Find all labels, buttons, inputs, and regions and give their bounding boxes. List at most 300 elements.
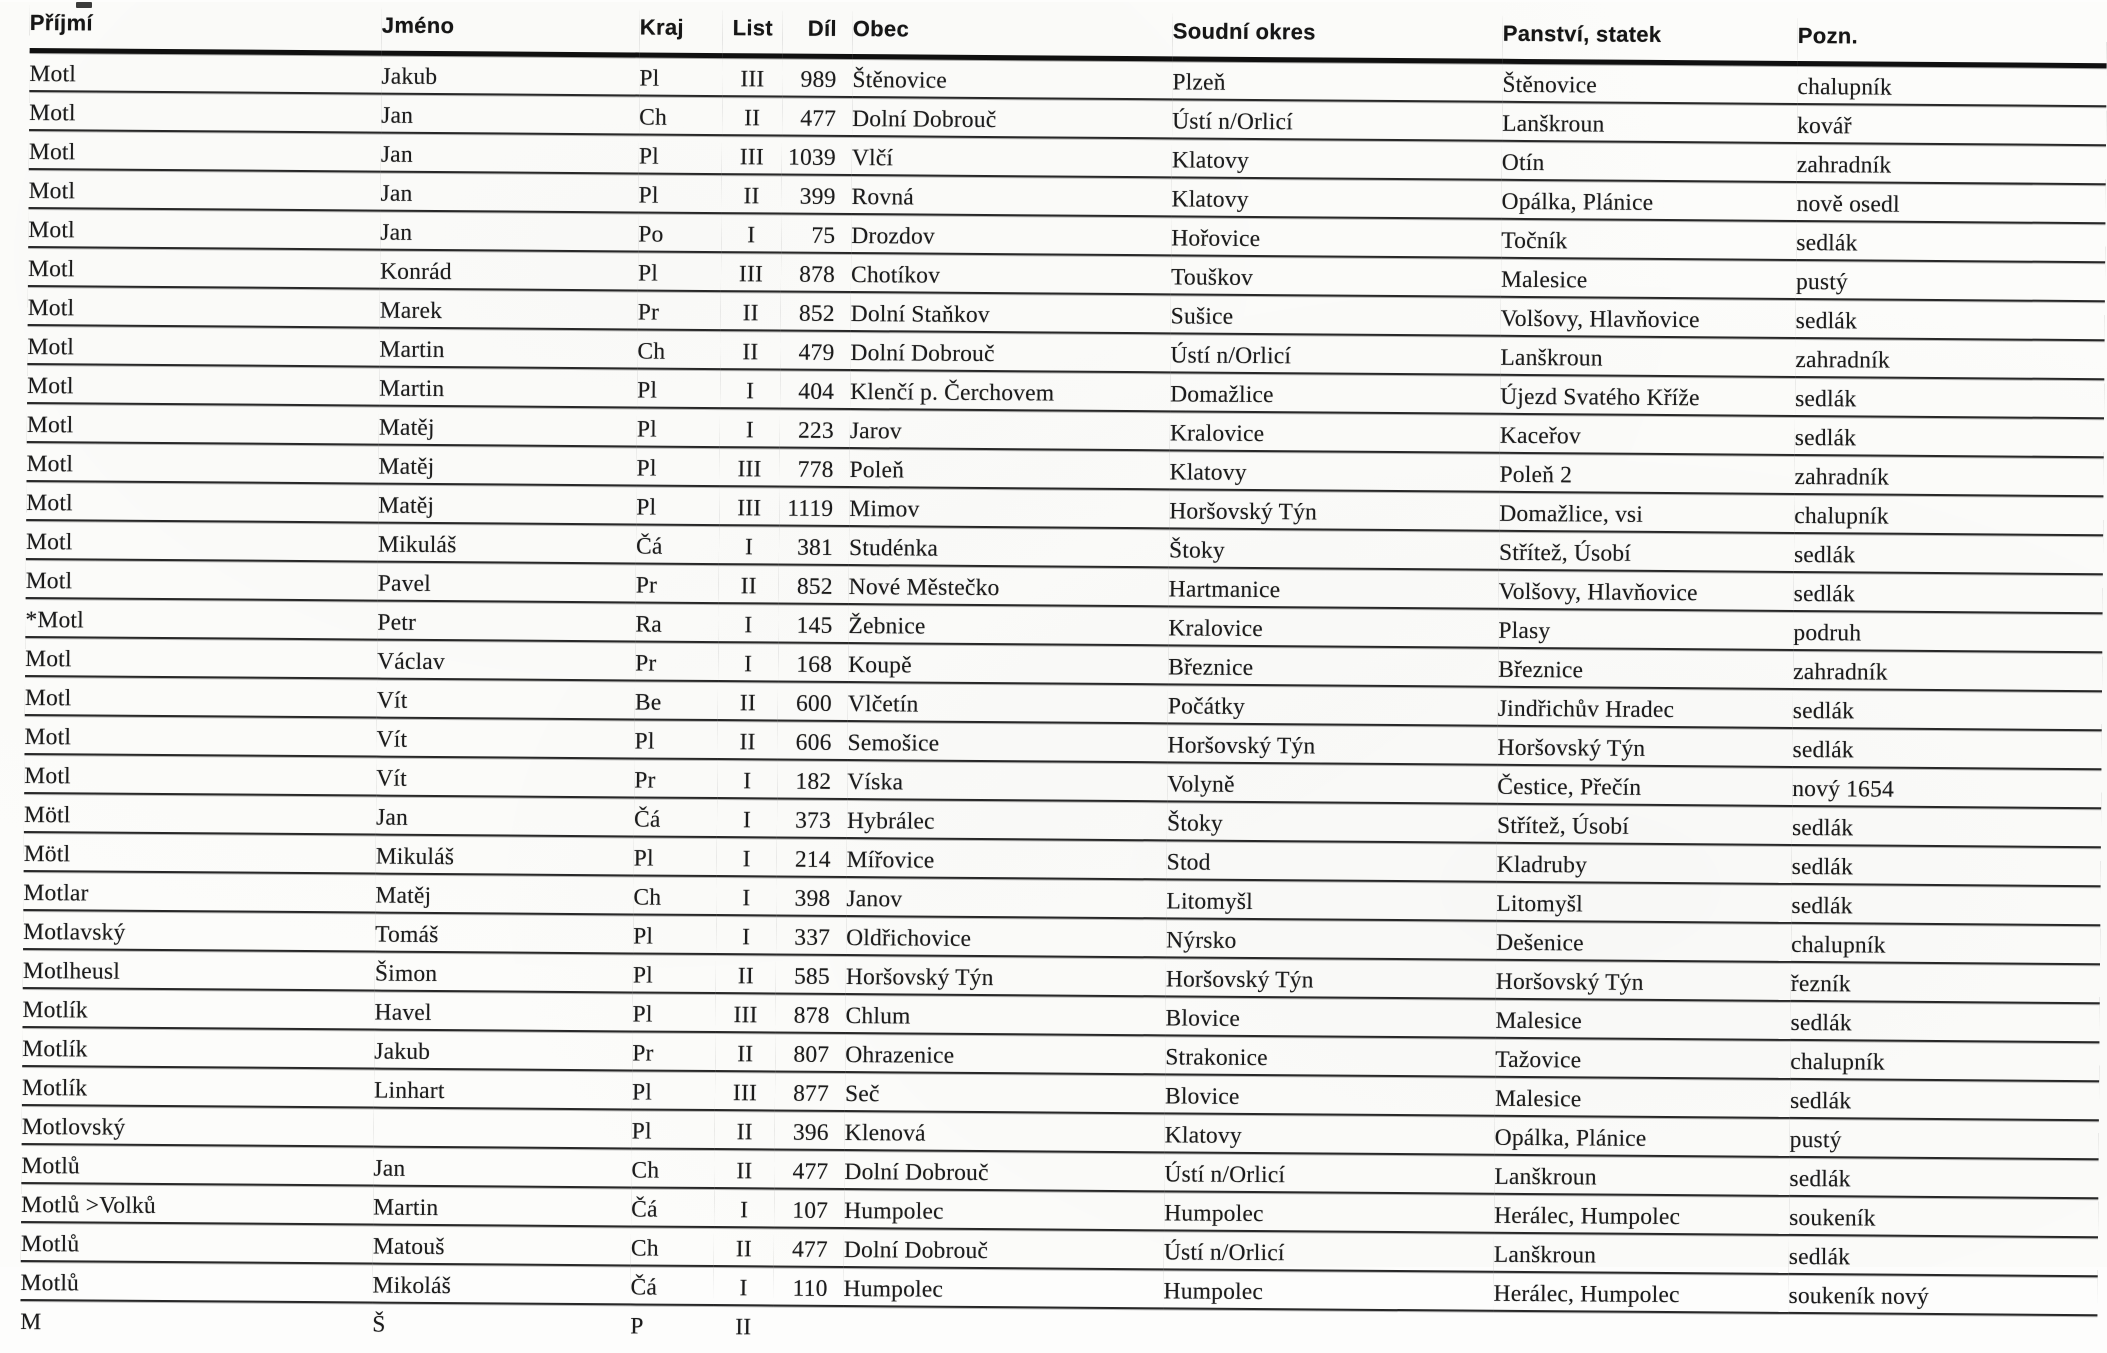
- cell-jmeno: Matěj: [379, 406, 637, 447]
- cell-pozn: soukeník: [1789, 1196, 2098, 1237]
- cell-list: I: [720, 369, 780, 408]
- cell-obec: Mířovice: [847, 838, 1167, 879]
- cell-kraj: Ra: [635, 602, 718, 642]
- cell-obec: Semošice: [847, 721, 1167, 762]
- cell-jmeno: Pavel: [378, 562, 636, 603]
- cell-panstvi: Domažlice, vsi: [1499, 492, 1794, 533]
- cell-soudni: Touškov: [1171, 255, 1501, 296]
- cell-soudni: Stod: [1167, 840, 1497, 881]
- cell-dil: 878: [781, 253, 851, 293]
- cell-prijmi: Motl: [28, 208, 380, 250]
- cell-kraj: Pr: [632, 1031, 715, 1071]
- cell-list: I: [720, 408, 780, 447]
- cell-prijmi: Motl: [24, 754, 376, 796]
- cell-dil: 807: [775, 1032, 845, 1072]
- cell-obec: Koupě: [848, 643, 1168, 684]
- cell-dil: 600: [778, 682, 848, 722]
- cell-prijmi: Motlík: [22, 1066, 374, 1108]
- cell-jmeno: Martin: [373, 1186, 631, 1227]
- cell-soudni: Volyně: [1167, 762, 1497, 803]
- cell-soudni: Klatovy: [1171, 177, 1501, 218]
- cell-jmeno: Mikuláš: [378, 523, 636, 564]
- cell-jmeno: Vít: [376, 718, 634, 759]
- table-body: [20, 50, 2106, 1353]
- cell-soudni: Humpolec: [1163, 1269, 1493, 1310]
- cell-dil: 381: [779, 526, 849, 566]
- cell-kraj: Čá: [631, 1187, 714, 1227]
- cell-jmeno: Vít: [376, 757, 634, 798]
- cell-jmeno: Václav: [377, 640, 635, 681]
- cell-dil: 852: [781, 292, 851, 332]
- cell-obec: Dolní Dobrouč: [850, 331, 1170, 372]
- cell-pozn: podruh: [1793, 611, 2102, 652]
- cell-pozn: kovář: [1797, 104, 2106, 145]
- cell-prijmi: Mötl: [24, 832, 376, 874]
- cell-jmeno: Linhart: [374, 1069, 632, 1110]
- cell-prijmi: Motl: [27, 364, 379, 406]
- cell-dil: 145: [778, 604, 848, 644]
- cell-list: II: [715, 1032, 775, 1071]
- cell-panstvi: Otín: [1502, 141, 1797, 182]
- cell-dil: 168: [778, 643, 848, 683]
- cell-obec: Štěnovice: [852, 57, 1172, 100]
- cell-kraj: Pr: [634, 758, 717, 798]
- cell-pozn: soukeník nový: [1788, 1274, 2097, 1315]
- column-header-pozn: Pozn.: [1798, 15, 2107, 66]
- cell-kraj: Ch: [631, 1226, 714, 1266]
- cell-pozn: zahradník: [1793, 650, 2102, 691]
- cell-pozn: chalupník: [1790, 1040, 2099, 1081]
- cell-obec: Humpolec: [844, 1189, 1164, 1230]
- cell-prijmi: Motlovský: [22, 1105, 374, 1147]
- cell-pozn: pustý: [1790, 1118, 2099, 1159]
- cell-pozn: sedlák: [1792, 845, 2101, 886]
- cell-list: II: [714, 1227, 774, 1266]
- skewed-scan-content: [0, 2, 2107, 1353]
- cell-kraj: Pl: [632, 1070, 715, 1110]
- cell-obec: Dolní Dobrouč: [844, 1228, 1164, 1269]
- cell-kraj: Pl: [639, 55, 722, 96]
- cell-prijmi: Motl: [27, 325, 379, 367]
- cell-panstvi: Jindřichův Hradec: [1498, 687, 1793, 728]
- cell-jmeno: Jan: [381, 133, 639, 174]
- cell-jmeno: Havel: [374, 991, 632, 1032]
- cell-kraj: Pl: [636, 485, 719, 525]
- cell-panstvi: Dešenice: [1496, 921, 1791, 962]
- cell-prijmi: Motl: [29, 130, 381, 172]
- cell-soudni: Ústí n/Orlicí: [1172, 99, 1502, 140]
- cell-prijmi: Motlů: [20, 1261, 372, 1303]
- cell-kraj: P: [630, 1313, 644, 1340]
- cell-pozn: chalupník: [1791, 923, 2100, 964]
- cell-dil: 75: [781, 214, 851, 254]
- cell-jmeno: Jan: [380, 172, 638, 213]
- cell-list: I: [716, 876, 776, 915]
- cell-kraj: Pr: [636, 563, 719, 603]
- cell-prijmi: Motl: [25, 676, 377, 718]
- cell-prijmi: Motlheusl: [23, 949, 375, 991]
- column-header-jmeno: Jméno: [382, 5, 640, 55]
- cell-panstvi: Malesice: [1495, 999, 1790, 1040]
- cell-obec: Janov: [846, 877, 1166, 918]
- cell-soudni: Hartmanice: [1169, 567, 1499, 608]
- cell-dil: 404: [780, 370, 850, 410]
- cell-soudni: Strakonice: [1165, 1035, 1495, 1076]
- cell-list: III: [721, 252, 781, 291]
- cell-dil: 107: [774, 1188, 844, 1228]
- cell-list: II: [735, 1314, 752, 1341]
- cell-panstvi: Střítež, Úsobí: [1497, 804, 1792, 845]
- cell-kraj: Pl: [632, 1109, 715, 1149]
- cell-soudni: Litomyšl: [1166, 879, 1496, 920]
- cell-prijmi: Motl: [26, 559, 378, 601]
- cell-dil: 989: [782, 56, 852, 97]
- cell-jmeno: Matěj: [378, 484, 636, 525]
- register-table: [20, 2, 2107, 1353]
- cell-list: II: [714, 1149, 774, 1188]
- cell-list: II: [715, 1110, 775, 1149]
- cell-pozn: sedlák: [1795, 416, 2104, 457]
- cell-list: II: [721, 174, 781, 213]
- cell-prijmi: Motl: [25, 637, 377, 679]
- column-header-list: List: [723, 7, 783, 56]
- cell-dil: 852: [779, 565, 849, 605]
- column-header-panstvi: Panství, statek: [1503, 13, 1798, 64]
- cell-kraj: Pl: [639, 134, 722, 174]
- cell-obec: Humpolec: [843, 1267, 1163, 1308]
- cell-pozn: sedlák: [1794, 572, 2103, 613]
- cell-list: I: [716, 915, 776, 954]
- cell-kraj: Pl: [632, 992, 715, 1032]
- cell-soudni: Ústí n/Orlicí: [1164, 1230, 1494, 1271]
- cell-panstvi: Kaceřov: [1500, 414, 1795, 455]
- cell-jmeno: Petr: [377, 601, 635, 642]
- cell-dil: 477: [774, 1227, 844, 1267]
- cell-obec: Horšovský Týn: [846, 955, 1166, 996]
- cell-list: I: [719, 525, 779, 564]
- cell-obec: Mimov: [849, 487, 1169, 528]
- cell-jmeno: Jan: [381, 94, 639, 135]
- cell-dil: 110: [773, 1266, 843, 1306]
- cell-panstvi: Lanškroun: [1494, 1155, 1789, 1196]
- cell-soudni: Klatovy: [1165, 1113, 1495, 1154]
- cell-dil: 214: [777, 837, 847, 877]
- cell-obec: Hybrálec: [847, 799, 1167, 840]
- cell-pozn: sedlák: [1790, 1001, 2099, 1042]
- cell-prijmi: M: [20, 1308, 42, 1336]
- cell-pozn: sedlák: [1790, 1079, 2099, 1120]
- cell-soudni: Kralovice: [1168, 606, 1498, 647]
- cell-pozn: sedlák: [1792, 806, 2101, 847]
- cell-prijmi: Motlík: [22, 988, 374, 1030]
- cell-kraj: Pl: [638, 251, 721, 291]
- cell-obec: Chlum: [845, 994, 1165, 1035]
- cell-panstvi: Opálka, Plánice: [1495, 1116, 1790, 1157]
- cell-panstvi: Kladruby: [1497, 843, 1792, 884]
- cell-kraj: Čá: [630, 1265, 713, 1305]
- cell-obec: Víska: [847, 760, 1167, 801]
- cell-obec: Vlčí: [852, 136, 1172, 177]
- cell-dil: [773, 1305, 843, 1344]
- cell-kraj: Pl: [634, 719, 717, 759]
- cell-soudni: Ústí n/Orlicí: [1164, 1152, 1494, 1193]
- cell-kraj: Po: [638, 212, 721, 252]
- cell-pozn: sedlák: [1789, 1235, 2098, 1276]
- cell-list: I: [718, 603, 778, 642]
- cell-dil: 477: [782, 97, 852, 137]
- cell-jmeno: Tomáš: [375, 913, 633, 954]
- cell-pozn: zahradník: [1795, 338, 2104, 379]
- cell-kraj: Pl: [633, 914, 716, 954]
- cell-panstvi: Volšovy, Hlavňovice: [1501, 297, 1796, 338]
- cell-prijmi: *Motl: [25, 598, 377, 640]
- cell-soudni: [1163, 1308, 1493, 1348]
- cell-obec: Dolní Dobrouč: [852, 97, 1172, 138]
- cell-obec: Jarov: [850, 409, 1170, 450]
- cell-soudni: Humpolec: [1164, 1191, 1494, 1232]
- cell-list: I: [713, 1266, 773, 1305]
- cell-pozn: řezník: [1791, 962, 2100, 1003]
- cell-soudni: Horšovský Týn: [1169, 489, 1499, 530]
- cell-list: I: [714, 1188, 774, 1227]
- cell-prijmi: Motl: [27, 403, 379, 445]
- cell-panstvi: [1493, 1311, 1788, 1351]
- cell-kraj: Pl: [638, 173, 721, 213]
- cell-jmeno: Matěj: [378, 445, 636, 486]
- cell-panstvi: Horšovský Týn: [1497, 726, 1792, 767]
- cell-panstvi: Lanškroun: [1494, 1233, 1789, 1274]
- column-header-obec: Obec: [853, 8, 1173, 59]
- cell-dil: 182: [777, 759, 847, 799]
- cell-prijmi: Motlů: [21, 1222, 373, 1264]
- cell-soudni: Domažlice: [1170, 372, 1500, 413]
- column-header-kraj: Kraj: [640, 6, 723, 55]
- cell-obec: Žebnice: [848, 604, 1168, 645]
- cell-obec: Klenčí p. Čerchovem: [850, 370, 1170, 411]
- cell-soudni: Horšovský Týn: [1167, 723, 1497, 764]
- cell-list: II: [719, 564, 779, 603]
- cell-jmeno: Jakub: [374, 1030, 632, 1071]
- cell-pozn: [1788, 1313, 2097, 1353]
- cell-list: III: [715, 1071, 775, 1110]
- cell-prijmi: Motlů: [21, 1144, 373, 1186]
- cell-prijmi: Motlík: [22, 1027, 374, 1069]
- cell-soudni: Štoky: [1169, 528, 1499, 569]
- cell-dil: 398: [776, 876, 846, 916]
- cell-soudni: Blovice: [1165, 996, 1495, 1037]
- cell-pozn: chalupník: [1797, 63, 2106, 106]
- cell-pozn: sedlák: [1789, 1157, 2098, 1198]
- cell-pozn: sedlák: [1791, 884, 2100, 925]
- cell-list: II: [718, 681, 778, 720]
- cell-soudni: Kralovice: [1170, 411, 1500, 452]
- cell-pozn: sedlák: [1794, 533, 2103, 574]
- cell-list: III: [719, 447, 779, 486]
- cell-obec: Chotíkov: [851, 253, 1171, 294]
- cell-dil: 1119: [779, 487, 849, 527]
- cell-list: III: [715, 993, 775, 1032]
- cell-pozn: zahradník: [1797, 143, 2106, 184]
- cell-list: III: [722, 135, 782, 174]
- cell-prijmi: Motl: [26, 481, 378, 523]
- cell-prijmi: Motlů >Volků: [21, 1183, 373, 1225]
- cell-list: II: [720, 330, 780, 369]
- cell-panstvi: Malesice: [1495, 1077, 1790, 1118]
- cell-list: II: [716, 954, 776, 993]
- cell-dil: 585: [776, 954, 846, 994]
- cell-dil: 878: [775, 993, 845, 1033]
- cell-jmeno: Martin: [379, 367, 637, 408]
- cell-prijmi: Motl: [29, 91, 381, 133]
- cell-soudni: Horšovský Týn: [1166, 957, 1496, 998]
- cell-obec: Oldřichovice: [846, 916, 1166, 957]
- cell-pozn: sedlák: [1796, 299, 2105, 340]
- cell-obec: Vlčetín: [848, 682, 1168, 723]
- cell-prijmi: Motl: [28, 247, 380, 289]
- cell-list: II: [722, 96, 782, 135]
- cell-panstvi: Volšovy, Hlavňovice: [1499, 570, 1794, 611]
- cell-kraj: Pl: [637, 368, 720, 408]
- cell-kraj: Pl: [637, 407, 720, 447]
- cell-jmeno: [374, 1108, 632, 1149]
- cell-dil: 396: [775, 1110, 845, 1150]
- cell-pozn: chalupník: [1794, 494, 2103, 535]
- cell-panstvi: Čestice, Přečín: [1497, 765, 1792, 806]
- cell-kraj: Čá: [634, 797, 717, 837]
- cell-kraj: Be: [635, 680, 718, 720]
- cell-kraj: Ch: [639, 95, 722, 135]
- cell-kraj: Ch: [633, 875, 716, 915]
- column-header-soudni: Soudní okres: [1173, 10, 1503, 61]
- cell-jmeno: Jan: [380, 211, 638, 252]
- cell-panstvi: Lanškroun: [1502, 102, 1797, 143]
- cell-kraj: Pr: [638, 290, 721, 330]
- cell-prijmi: Motl: [24, 715, 376, 757]
- cell-obec: Klenová: [845, 1111, 1165, 1152]
- cell-soudni: Plzeň: [1172, 59, 1502, 102]
- cell-panstvi: Herálec, Humpolec: [1494, 1194, 1789, 1235]
- cell-list: I: [717, 759, 777, 798]
- cell-prijmi: Motl: [26, 520, 378, 562]
- cell-dil: 337: [776, 915, 846, 955]
- scanned-register-page: [0, 2, 2107, 1341]
- cell-soudni: Štoky: [1167, 801, 1497, 842]
- cell-obec: Seč: [845, 1072, 1165, 1113]
- cell-dil: 373: [777, 798, 847, 838]
- cell-pozn: sedlák: [1796, 221, 2105, 262]
- cell-jmeno: Jan: [373, 1147, 631, 1188]
- cell-jmeno: Martin: [379, 328, 637, 369]
- cell-panstvi: Malesice: [1501, 258, 1796, 299]
- cell-list: III: [719, 486, 779, 525]
- cell-obec: Ohrazenice: [845, 1033, 1165, 1074]
- cell-panstvi: Střítež, Úsobí: [1499, 531, 1794, 572]
- cell-pozn: sedlák: [1793, 689, 2102, 730]
- cell-dil: 223: [780, 409, 850, 449]
- cell-dil: 877: [775, 1071, 845, 1111]
- cell-soudni: Klatovy: [1169, 450, 1499, 491]
- cell-panstvi: Točník: [1501, 219, 1796, 260]
- cell-panstvi: Herálec, Humpolec: [1493, 1272, 1788, 1313]
- cell-dil: 606: [777, 721, 847, 761]
- cell-jmeno: Šimon: [375, 952, 633, 993]
- cell-kraj: Pl: [634, 836, 717, 876]
- cell-panstvi: Štěnovice: [1502, 61, 1797, 104]
- cell-jmeno: Matěj: [375, 874, 633, 915]
- cell-list: I: [717, 798, 777, 837]
- cell-kraj: Čá: [636, 524, 719, 564]
- cell-soudni: Klatovy: [1172, 138, 1502, 179]
- cell-kraj: Pl: [636, 446, 719, 486]
- cell-soudni: Ústí n/Orlicí: [1170, 333, 1500, 374]
- cell-kraj: Pr: [635, 641, 718, 681]
- cell-obec: [843, 1306, 1163, 1346]
- cell-jmeno: Jan: [376, 796, 634, 837]
- cell-obec: Studénka: [849, 526, 1169, 567]
- cell-panstvi: Horšovský Týn: [1496, 960, 1791, 1001]
- cell-list: III: [722, 56, 782, 97]
- cell-prijmi: Motl: [28, 286, 380, 328]
- cell-pozn: zahradník: [1794, 455, 2103, 496]
- cell-list: I: [721, 213, 781, 252]
- cell-list: I: [718, 642, 778, 681]
- column-header-dil: Díl: [783, 8, 853, 57]
- cell-panstvi: Tažovice: [1495, 1038, 1790, 1079]
- cell-obec: Poleň: [849, 448, 1169, 489]
- cell-dil: 479: [780, 331, 850, 371]
- cell-panstvi: Plasy: [1498, 609, 1793, 650]
- cell-pozn: pustý: [1796, 260, 2105, 301]
- cell-list: I: [717, 837, 777, 876]
- cell-prijmi: Motl: [29, 50, 381, 93]
- cell-prijmi: Motlavský: [23, 910, 375, 952]
- cell-panstvi: Opálka, Plánice: [1501, 180, 1796, 221]
- cell-soudni: Nýrsko: [1166, 918, 1496, 959]
- cell-panstvi: Litomyšl: [1496, 882, 1791, 923]
- cell-jmeno: Mikuláš: [376, 835, 634, 876]
- cell-pozn: nový 1654: [1792, 767, 2101, 808]
- cell-obec: Dolní Dobrouč: [844, 1150, 1164, 1191]
- cell-soudni: Hořovice: [1171, 216, 1501, 257]
- cell-dil: 778: [779, 448, 849, 488]
- cell-dil: 399: [781, 175, 851, 215]
- cell-pozn: sedlák: [1795, 377, 2104, 418]
- cell-soudni: Sušice: [1171, 294, 1501, 335]
- cell-obec: Nové Městečko: [849, 565, 1169, 606]
- cell-jmeno: Konrád: [380, 250, 638, 291]
- cell-panstvi: Poleň 2: [1499, 453, 1794, 494]
- cell-obec: Dolní Staňkov: [851, 292, 1171, 333]
- cell-prijmi: Mötl: [24, 793, 376, 835]
- column-header-prijmi: Příjmí: [30, 2, 382, 53]
- cell-jmeno: Š: [372, 1311, 386, 1338]
- cell-soudni: Březnice: [1168, 645, 1498, 686]
- cell-kraj: Ch: [637, 329, 720, 369]
- cell-jmeno: Matouš: [373, 1225, 631, 1266]
- cell-kraj: Ch: [631, 1148, 714, 1188]
- cell-dil: 477: [774, 1149, 844, 1189]
- cell-obec: Drozdov: [851, 214, 1171, 255]
- cell-pozn: nově osedl: [1796, 182, 2105, 223]
- cell-pozn: sedlák: [1792, 728, 2101, 769]
- cell-prijmi: Motlar: [23, 871, 375, 913]
- cell-soudni: Blovice: [1165, 1074, 1495, 1115]
- cell-jmeno: Mikoláš: [372, 1264, 630, 1305]
- cell-prijmi: Motl: [28, 169, 380, 211]
- cell-list: II: [717, 720, 777, 759]
- cell-jmeno: Jakub: [381, 53, 639, 95]
- cell-list: II: [721, 291, 781, 330]
